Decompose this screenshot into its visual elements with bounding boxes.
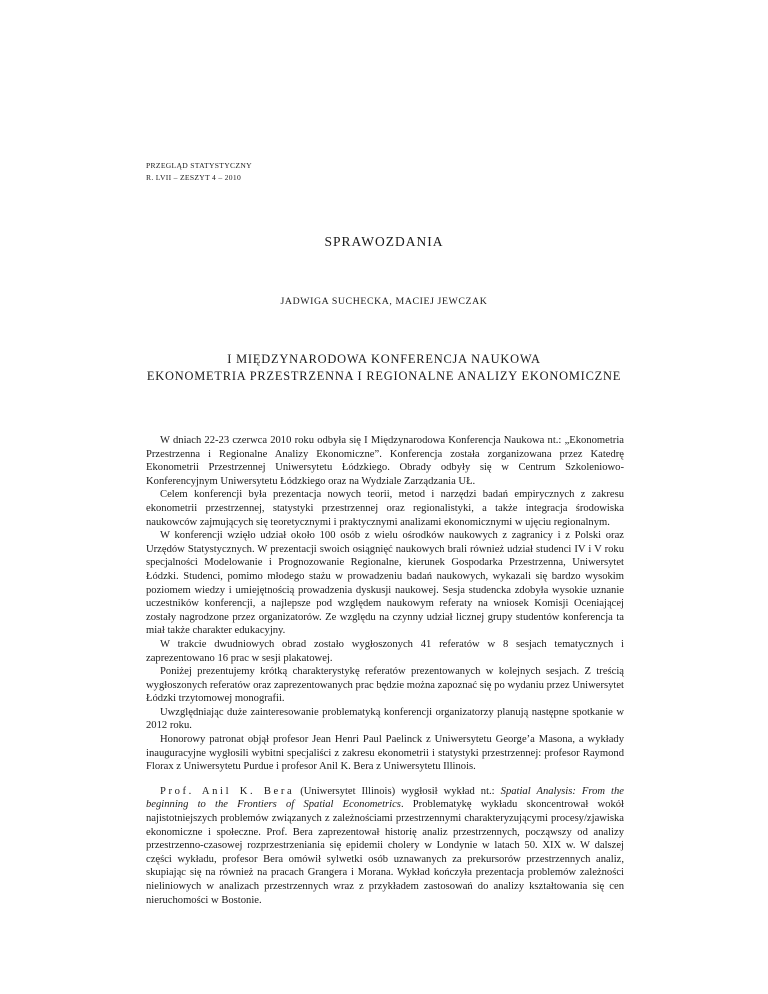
article-body	[146, 434, 624, 907]
section-title: SPRAWOZDANIA	[324, 234, 444, 249]
article-title-line-2: EKONOMETRIA PRZESTRZENNA I REGIONALNE ANALIZY EKONOMICZNE	[146, 369, 622, 383]
paragraph-1: W dniach 22-23 czerwca 2010 roku odbyła się I Międzynarodowa Konferencja Naukowa nt.: „Ekonometria Przestrzenna i Regionalne Analizy Ekonomiczne”. Konferencja została zorganizowana przez Katedrę Ekonometrii Przestrzennej Uniwersytetu Łódzkiego. Obrady odbyły się w Centrum Szkoleniowo-Konferencyjnym Uniwersytetu Łódzkiego oraz na Wydziale Zarządzania UŁ.	[146, 435, 624, 487]
article-title	[0, 351, 768, 385]
article-authors: JADWIGA SUCHECKA, MACIEJ JEWCZAK	[280, 296, 488, 307]
paragraph-7: Honorowy patronat objął profesor Jean Henri Paul Paelinck z Uniwersytetu George’a Masona, a wykłady inauguracyjne wygłosili wybitni specjaliści z zakresu ekonometrii i statystyki przestrzennej: profesor Raymond Florax z Uniwersytetu Purdue i profesor Anil K. Bera z Uniwersytetu Illinois.	[146, 734, 624, 773]
lecture-title: Spatial Analysis: From the beginning to the Frontiers of Spatial Econometrics	[146, 785, 624, 811]
paragraph-2: Celem konferencji była prezentacja nowych teorii, metod i narzędzi badań empirycznych z zakresu ekonometrii przestrzennej, statystyki przestrzennej oraz regionalistyki, a także integracja środowiska naukowców zajmujących się teoretycznymi i praktycznymi analizami ekonomicznymi w ujęciu regionalnym.	[146, 489, 624, 528]
speaker-name: Prof. Anil K. Bera	[160, 785, 295, 797]
paragraph-lecture-bera	[146, 785, 624, 907]
paragraph-4: W trakcie dwudniowych obrad zostało wygłoszonych 41 referatów w 8 sesjach tematycznych i zaprezentowano 16 prac w sesji plakatowej.	[146, 638, 624, 664]
lecture-description: . Problematykę wykładu skoncentrował wokół najistotniejszych problemów związanych z zależnościami przestrzennymi charakteryzującymi procesy/zjawiska ekonomiczne i społeczne. Prof. Bera zaprezentował historię analiz przestrzennych, począwszy od analizy przestrzenno-czasowej rozprzestrzeniania się epidemii cholery w Londynie w latach 50. XIX w. W dalszej części wykładu, profesor Bera omówił sylwetki osób uznawanych za prekursorów przestrzennych analiz, skupiając się na również na pracach Grangera i Morana. Wykład kończyła prezentacja problemów zależności nieliniowych w analizach przestrzennych wraz z przykładem zastosowań do analizy kształtowania się cen nieruchomości w Bostonie.	[146, 799, 624, 906]
paragraph-6: Uwzględniając duże zainteresowanie problematyką konferencji organizatorzy planują następne spotkanie w 2012 roku.	[146, 706, 624, 732]
journal-volume: R. LVII – ZESZYT 4 – 2010	[146, 173, 242, 182]
paragraph-5: Poniżej prezentujemy krótką charakterystykę referatów prezentowanych w kolejnych sesjach. Z treścią wygłoszonych referatów oraz zaprezentowanych prac będzie można zapoznać się po wydaniu przez Uniwersytet Łódzki trzytomowej monografii.	[146, 666, 624, 705]
article-title-line-1: I MIĘDZYNARODOWA KONFERENCJA NAUKOWA	[227, 352, 541, 366]
lecture-intro: (Uniwersytet Illinois) wygłosił wykład nt.:	[294, 785, 501, 797]
paragraph-3: W konferencji wzięło udział około 100 osób z wielu ośrodków naukowych z zagranicy i z Polski oraz Urzędów Statystycznych. W prezentacji swoich osiągnięć naukowych brali również udział studenci IV i V roku specjalności Modelowanie i Prognozowanie Regionalne, kierunek Gospodarka Przestrzenna, Uniwersytet Łódzki. Studenci, pomimo młodego stażu w prowadzeniu badań naukowych, wykazali się bardzo wysokim poziomem wiedzy i umiejętnością prowadzenia dyskusji naukowej. Sesja studencka zdobyła wysokie uznanie uczestników konferencji, a najlepsze pod względem naukowym referaty na wniosek Komisji Oceniającej zostały nagrodzone przez organizatorów. Ze względu na czynny udział licznej grupy studentów konferencja ta miał także charakter edukacyjny.	[146, 530, 624, 637]
journal-header	[146, 160, 252, 184]
journal-name: PRZEGLĄD STATYSTYCZNY	[146, 161, 252, 170]
